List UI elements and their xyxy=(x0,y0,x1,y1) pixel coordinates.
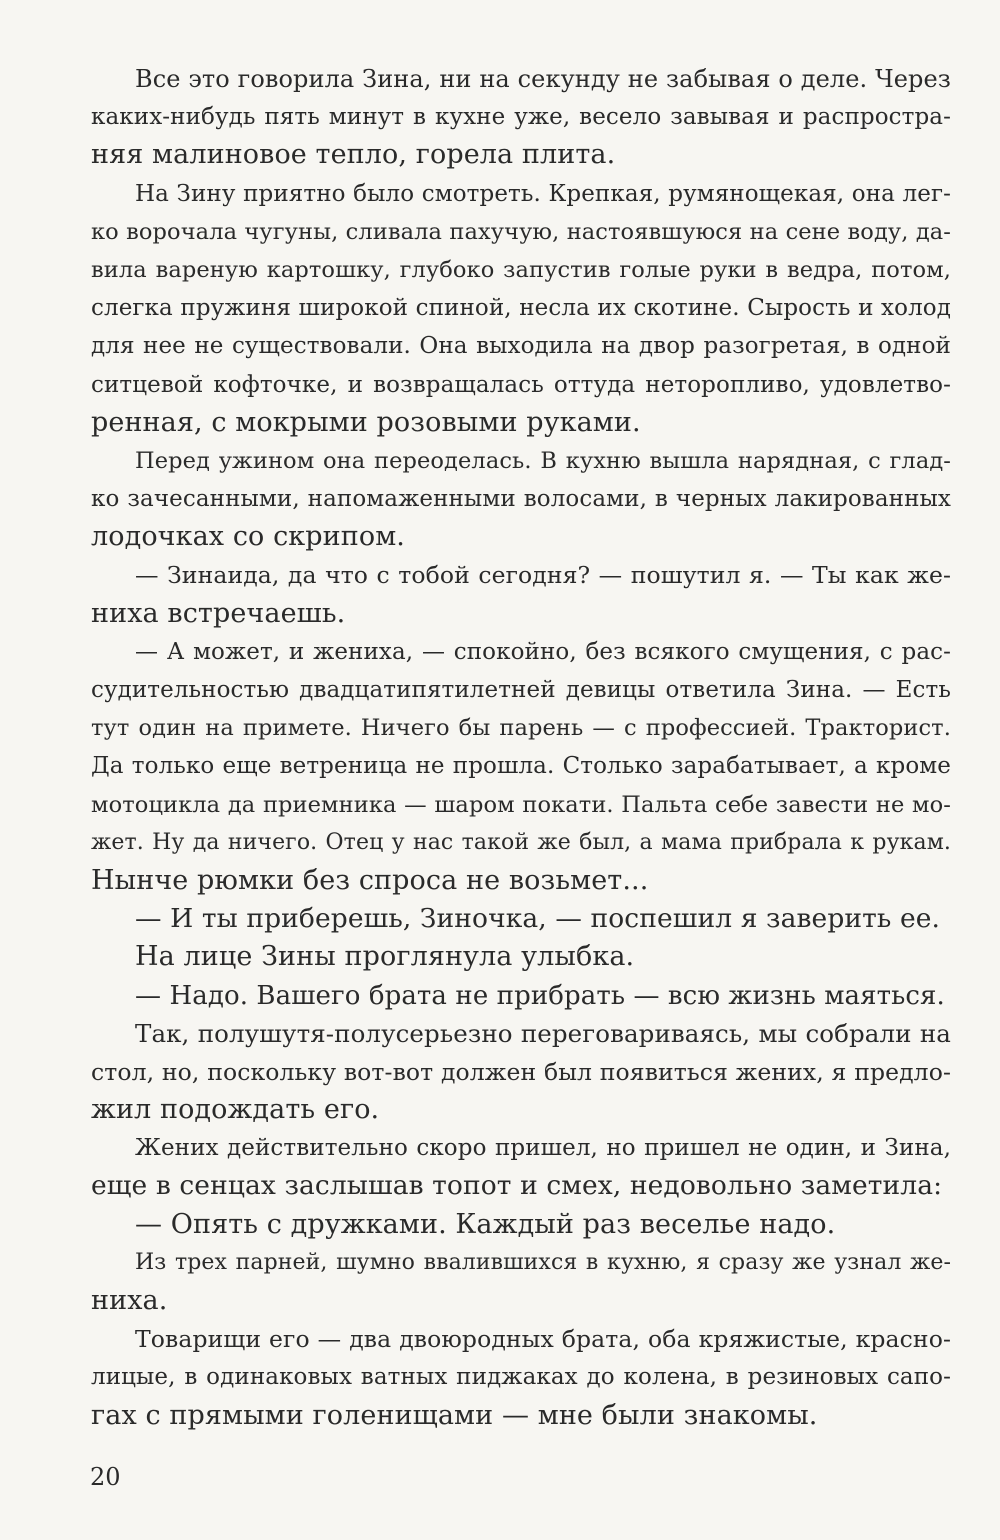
text-line: — А может, и жениха, — спокойно, без всякого смущения, с рас- xyxy=(135,638,951,665)
text-line: Нынче рюмки без спроса не возьмет... xyxy=(91,864,649,896)
text-line: Перед ужином она переоделась. В кухню вышла нарядная, с глад- xyxy=(135,447,951,474)
text-line: Товарищи его — два двоюродных брата, оба кряжистые, красно- xyxy=(135,1325,951,1354)
text-line: ко зачесанными, напомаженными волосами, в черных лакированных xyxy=(91,486,951,513)
text-line: для нее не существовали. Она выходила на двор разогретая, в одной xyxy=(91,333,951,360)
text-line: ниха. xyxy=(91,1285,168,1316)
text-line: жил подождать его. xyxy=(91,1094,380,1126)
text-line: няя малиновое тепло, горела плита. xyxy=(91,139,616,171)
text-line: ренная, с мокрыми розовыми руками. xyxy=(91,406,641,438)
text-line: каких-нибудь пять минут в кухне уже, весело завывая и распростра- xyxy=(91,104,951,131)
text-line: тут один на примете. Ничего бы парень — с профессией. Тракторист. xyxy=(91,715,951,742)
text-line: еще в сенцах заслышав топот и смех, недовольно заметила: xyxy=(91,1170,943,1202)
text-line: Так, полушутя-полусерьезно переговариваясь, мы собрали на xyxy=(135,1018,951,1048)
text-line: Жених действительно скоро пришел, но пришел не один, и Зина, xyxy=(135,1135,951,1162)
text-line: На лице Зины проглянула улыбка. xyxy=(135,941,635,973)
text-line: стол, но, поскольку вот-вот должен был появиться жених, я предло- xyxy=(91,1057,951,1086)
text-line: — Опять с дружками. Каждый раз веселье надо. xyxy=(135,1208,836,1240)
text-line: На Зину приятно было смотреть. Крепкая, румянощекая, она лег- xyxy=(135,180,951,207)
text-line: Все это говорила Зина, ни на секунду не забывая о деле. Через xyxy=(135,65,951,93)
text-line: слегка пружиня широкой спиной, несла их скотине. Сырость и холод xyxy=(91,295,951,322)
text-line: судительностью двадцатипятилетней девицы ответила Зина. — Есть xyxy=(91,677,951,703)
page-number: 20 xyxy=(90,1463,121,1491)
text-line: жет. Ну да ничего. Отец у нас такой же был, а мама прибрала к рукам. xyxy=(91,829,951,855)
text-line: мотоцикла да приемника — шаром покати. Пальта себе завести не мо- xyxy=(91,791,951,818)
text-line: лицые, в одинаковых ватных пиджаках до колена, в резиновых сапо- xyxy=(91,1364,951,1391)
text-line: ниха встречаешь. xyxy=(91,597,346,629)
text-line: лодочках со скрипом. xyxy=(91,521,405,553)
text-line: вила вареную картошку, глубоко запустив голые руки в ведра, потом, xyxy=(91,256,951,283)
text-line: ситцевой кофточке, и возвращалась оттуда неторопливо, удовлетво- xyxy=(91,371,951,398)
text-line: Да только еще ветреница не прошла. Столько зарабатывает, а кроме xyxy=(91,753,951,780)
text-line: ко ворочала чугуны, сливала пахучую, настоявшуюся на сене воду, да- xyxy=(91,218,951,245)
text-line: — Зинаида, да что с тобой сегодня? — пошутил я. — Ты как же- xyxy=(135,561,951,590)
text-line: Из трех парней, шумно ввалившихся в кухню, я сразу же узнал же- xyxy=(135,1249,951,1275)
body-text xyxy=(91,60,951,1435)
text-line: — Надо. Вашего брата не прибрать — всю жизнь маяться. xyxy=(135,980,945,1011)
text-line: — И ты приберешь, Зиночка, — поспешил я заверить ее. xyxy=(135,903,941,935)
text-line: гах с прямыми голенищами — мне были знакомы. xyxy=(91,1399,818,1431)
